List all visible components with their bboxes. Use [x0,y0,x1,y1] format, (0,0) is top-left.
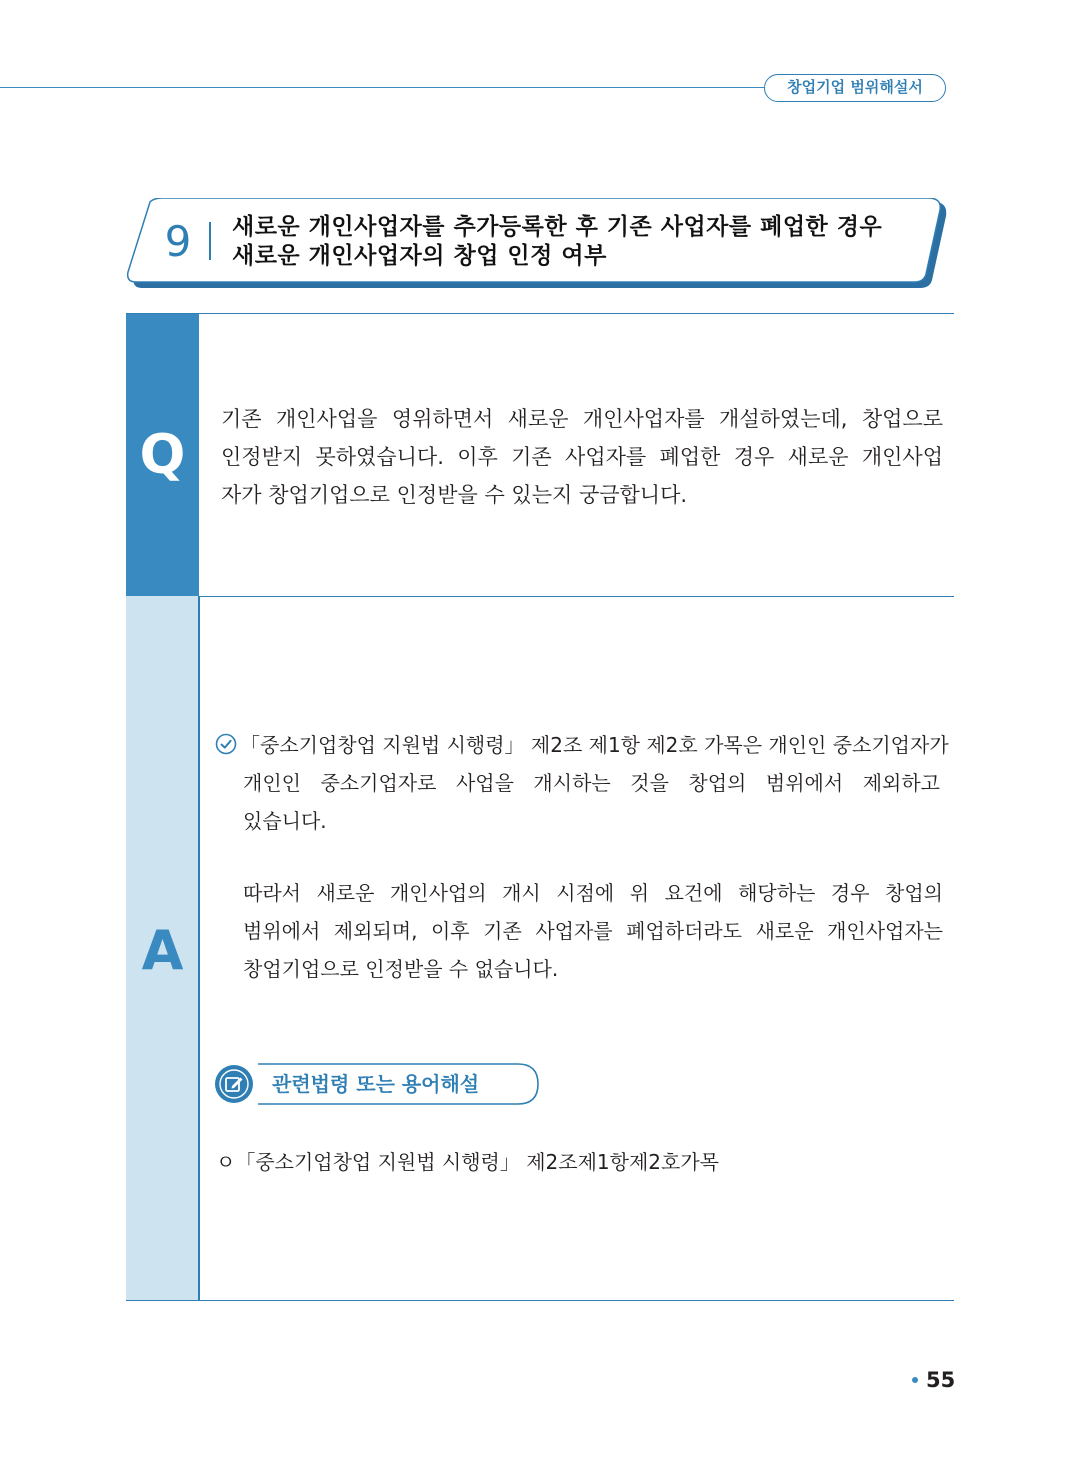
answer-bottom-rule [126,1300,954,1301]
reference-heading: 관련법령 또는 용어해설 [272,1072,480,1096]
question-line: 기존 개인사업을 영위하면서 새로운 개인사업자를 개설하였는데, 창업으로 [221,407,943,431]
page-title [232,213,932,271]
answer-line: 개인인 중소기업자로 사업을 개시하는 것을 창업의 범위에서 제외하고 [243,771,941,795]
title-line-2: 새로운 개인사업자의 창업 인정 여부 [232,243,607,269]
answer-line: 「중소기업창업 지원법 시행령」 제2조 제1항 제2호 가목은 개인인 중소기업자가 [240,733,949,757]
answer-line: 따라서 새로운 개인사업의 개시 시점에 위 요건에 해당하는 경우 창업의 [243,881,943,905]
page-bullet [912,1377,918,1383]
question-line: 인정받지 못하였습니다. 이후 기존 사업자를 폐업한 경우 새로운 개인사업 [221,445,943,469]
header-rule [0,87,770,88]
page-number: 55 [926,1368,956,1392]
check-circle-icon [215,733,237,755]
law-reference-item: ㅇ「중소기업창업 지원법 시행령」 제2조제1항제2호가목 [216,1150,719,1174]
answer-line: 범위에서 제외되며, 이후 기존 사업자를 폐업하더라도 새로운 개인사업자는 [243,919,943,943]
title-number: 9 [164,217,192,266]
answer-line: 있습니다. [243,809,327,833]
answer-paragraph-1 [240,726,949,840]
qa-divider-rule [126,596,954,597]
title-divider [209,222,211,260]
answer-paragraph-2 [243,874,943,988]
answer-line: 창업기업으로 인정받을 수 없습니다. [243,957,559,981]
title-line-1: 새로운 개인사업자를 추가등록한 후 기존 사업자를 폐업한 경우 [232,214,883,240]
section-label: 창업기업 범위해설서 [764,74,946,102]
question-letter: Q [139,423,186,486]
pencil-edit-icon [223,1073,245,1095]
question-text [221,400,943,514]
q-top-rule [126,313,954,314]
answer-letter: A [141,919,184,982]
question-line: 자가 창업기업으로 인정받을 수 있는지 궁금합니다. [221,483,688,507]
